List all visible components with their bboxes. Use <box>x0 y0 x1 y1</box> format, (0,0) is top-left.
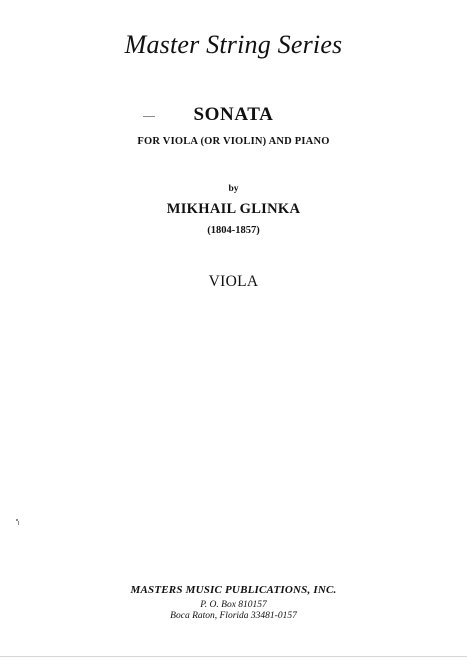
work-title: SONATA <box>193 104 274 125</box>
page-edge-line <box>0 656 467 657</box>
publisher-name: MASTERS MUSIC PUBLICATIONS, INC. <box>130 584 337 596</box>
instrument-part: VIOLA <box>208 273 259 290</box>
publisher-city: Boca Raton, Florida 33481-0157 <box>170 611 297 621</box>
work-subtitle: FOR VIOLA (OR VIOLIN) AND PIANO <box>137 136 330 147</box>
composer-name: MIKHAIL GLINKA <box>166 201 301 217</box>
composer-dates: (1804-1857) <box>207 225 260 236</box>
by-label: by <box>228 184 239 194</box>
scan-mark <box>18 521 19 525</box>
publisher-po-box: P. O. Box 810157 <box>200 600 267 610</box>
series-title: Master String Series <box>124 30 343 59</box>
